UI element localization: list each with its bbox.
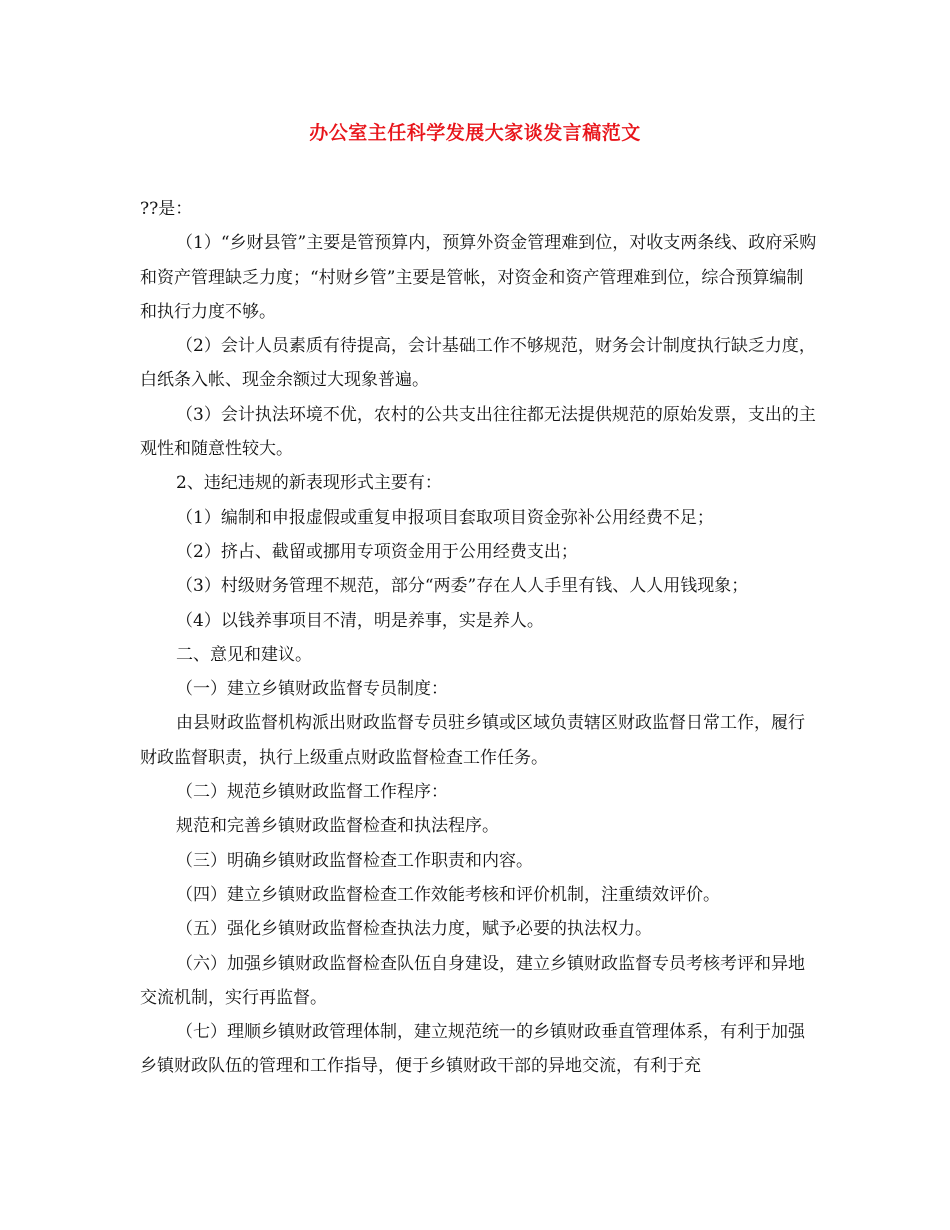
paragraph-item-3: （3）会计执法环境不优，农村的公共支出往往都无法提供规范的原始发票，支出的主观性和随意性较大。 [140, 404, 816, 460]
paragraph-suggestion-6: （六）加强乡镇财政监督检查队伍自身建设，建立乡镇财政监督专员考核考评和异地交流机制，实行再监督。 [140, 953, 805, 1008]
paragraph-suggestion-1-detail: 由县财政监督机构派出财政监督专员驻乡镇或区域负责辖区财政监督日常工作，履行财政监督职责，执行上级重点财政监督检查工作任务。 [140, 713, 805, 768]
paragraph-suggestion-1: （一）建立乡镇财政监督专员制度： [176, 679, 448, 700]
paragraph-violation-3: （3）村级财务管理不规范，部分“两委”存在人人手里有钱、人人用钱现象； [176, 576, 749, 597]
paragraph-violation-2: （2）挤占、截留或挪用专项资金用于公用经费支出； [176, 541, 578, 562]
paragraph-suggestion-5: （五）强化乡镇财政监督检查执法力度，赋予必要的执法权力。 [176, 919, 652, 940]
paragraph-suggestion-3: （三）明确乡镇财政监督检查工作职责和内容。 [176, 850, 533, 871]
paragraph-suggestion-7: （七）理顺乡镇财政管理体制，建立规范统一的乡镇财政垂直管理体系，有利于加强乡镇财政队伍的管理和工作指导，便于乡镇财政干部的异地交流，有利于充 [140, 1022, 805, 1077]
paragraph-violation-4: （4）以钱养事项目不清，明是养事，实是养人。 [176, 610, 544, 631]
document-title: 办公室主任科学发展大家谈发言稿范文 [309, 122, 641, 144]
paragraph-item-2: （2）会计人员素质有待提高，会计基础工作不够规范，财务会计制度执行缺乏力度，白纸条入帐、现金余额过大现象普遍。 [140, 336, 816, 391]
paragraph-item-1: （1）“乡财县管”主要是管预算内，预算外资金管理难到位，对收支两条线、政府采购和资产管理缺乏力度；“村财乡管”主要是管帐，对资金和资产管理难到位，综合预算编制和执行力度不够。 [140, 233, 817, 322]
section-heading-violations: 2、违纪违规的新表现形式主要有： [176, 473, 442, 494]
paragraph-suggestion-2: （二）规范乡镇财政监督工作程序： [176, 782, 448, 803]
paragraph-suggestion-4: （四）建立乡镇财政监督检查工作效能考核和评价机制，注重绩效评价。 [176, 884, 720, 905]
section-heading-suggestions: 二、意见和建议。 [176, 644, 312, 665]
paragraph-violation-1: （1）编制和申报虚假或重复申报项目套取项目资金弥补公用经费不足； [176, 507, 714, 528]
paragraph-suggestion-2-detail: 规范和完善乡镇财政监督检查和执法程序。 [176, 816, 499, 837]
document-body [140, 192, 820, 1084]
paragraph-intro: ??是： [140, 199, 193, 219]
